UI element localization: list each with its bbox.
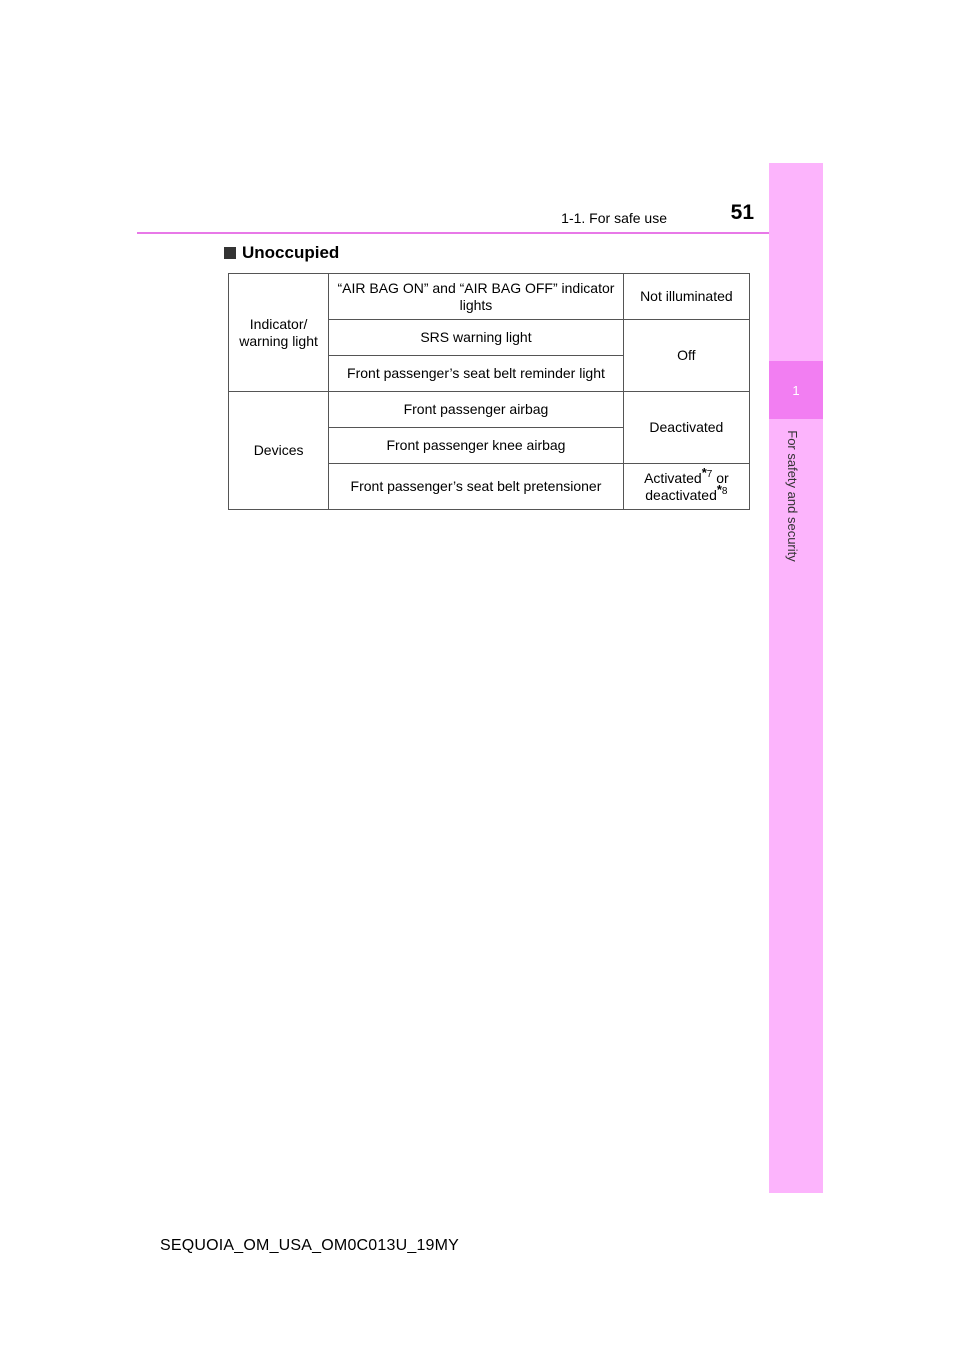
chapter-title: For safety and security <box>785 430 800 562</box>
section-heading <box>224 243 339 263</box>
footnote-number: 8 <box>721 485 728 497</box>
activated-text: Activated <box>644 469 702 486</box>
knee-airbag-cell: Front passenger knee airbag <box>329 428 624 464</box>
table-row <box>229 274 750 320</box>
deactivated-text: deactivated <box>645 486 717 503</box>
footnote-star: * <box>716 481 722 497</box>
footnote-ref-7[interactable] <box>701 464 713 480</box>
heading-text: Unoccupied <box>242 243 340 262</box>
srs-light-cell: SRS warning light <box>329 320 624 356</box>
devices-group-cell: Devices <box>229 392 329 510</box>
chapter-number[interactable]: 1 <box>769 361 823 419</box>
footnote-number: 7 <box>706 468 713 480</box>
section-label: 1-1. For safe use <box>561 210 667 226</box>
footnote-star: * <box>701 464 707 480</box>
airbag-lights-cell: “AIR BAG ON” and “AIR BAG OFF” indicator lights <box>329 274 624 320</box>
indicator-group-cell: Indicator/ warning light <box>229 274 329 392</box>
airbag-lights-status: Not illuminated <box>623 274 749 320</box>
off-status-cell: Off <box>623 320 749 392</box>
front-airbag-cell: Front passenger airbag <box>329 392 624 428</box>
page-number: 51 <box>730 201 754 224</box>
document-footer: SEQUOIA_OM_USA_OM0C013U_19MY <box>160 1237 460 1254</box>
or-text: or <box>716 469 729 486</box>
status-table <box>228 273 750 510</box>
pretensioner-cell: Front passenger’s seat belt pretensioner <box>329 464 624 510</box>
header-rule <box>137 232 823 234</box>
square-bullet-icon <box>224 247 236 259</box>
footnote-ref-8[interactable] <box>716 481 728 497</box>
pretensioner-status <box>623 464 749 510</box>
chapter-side-tab[interactable] <box>769 163 823 1193</box>
table-row <box>229 392 750 428</box>
deactivated-status-cell: Deactivated <box>623 392 749 464</box>
belt-reminder-cell: Front passenger’s seat belt reminder light <box>329 356 624 392</box>
